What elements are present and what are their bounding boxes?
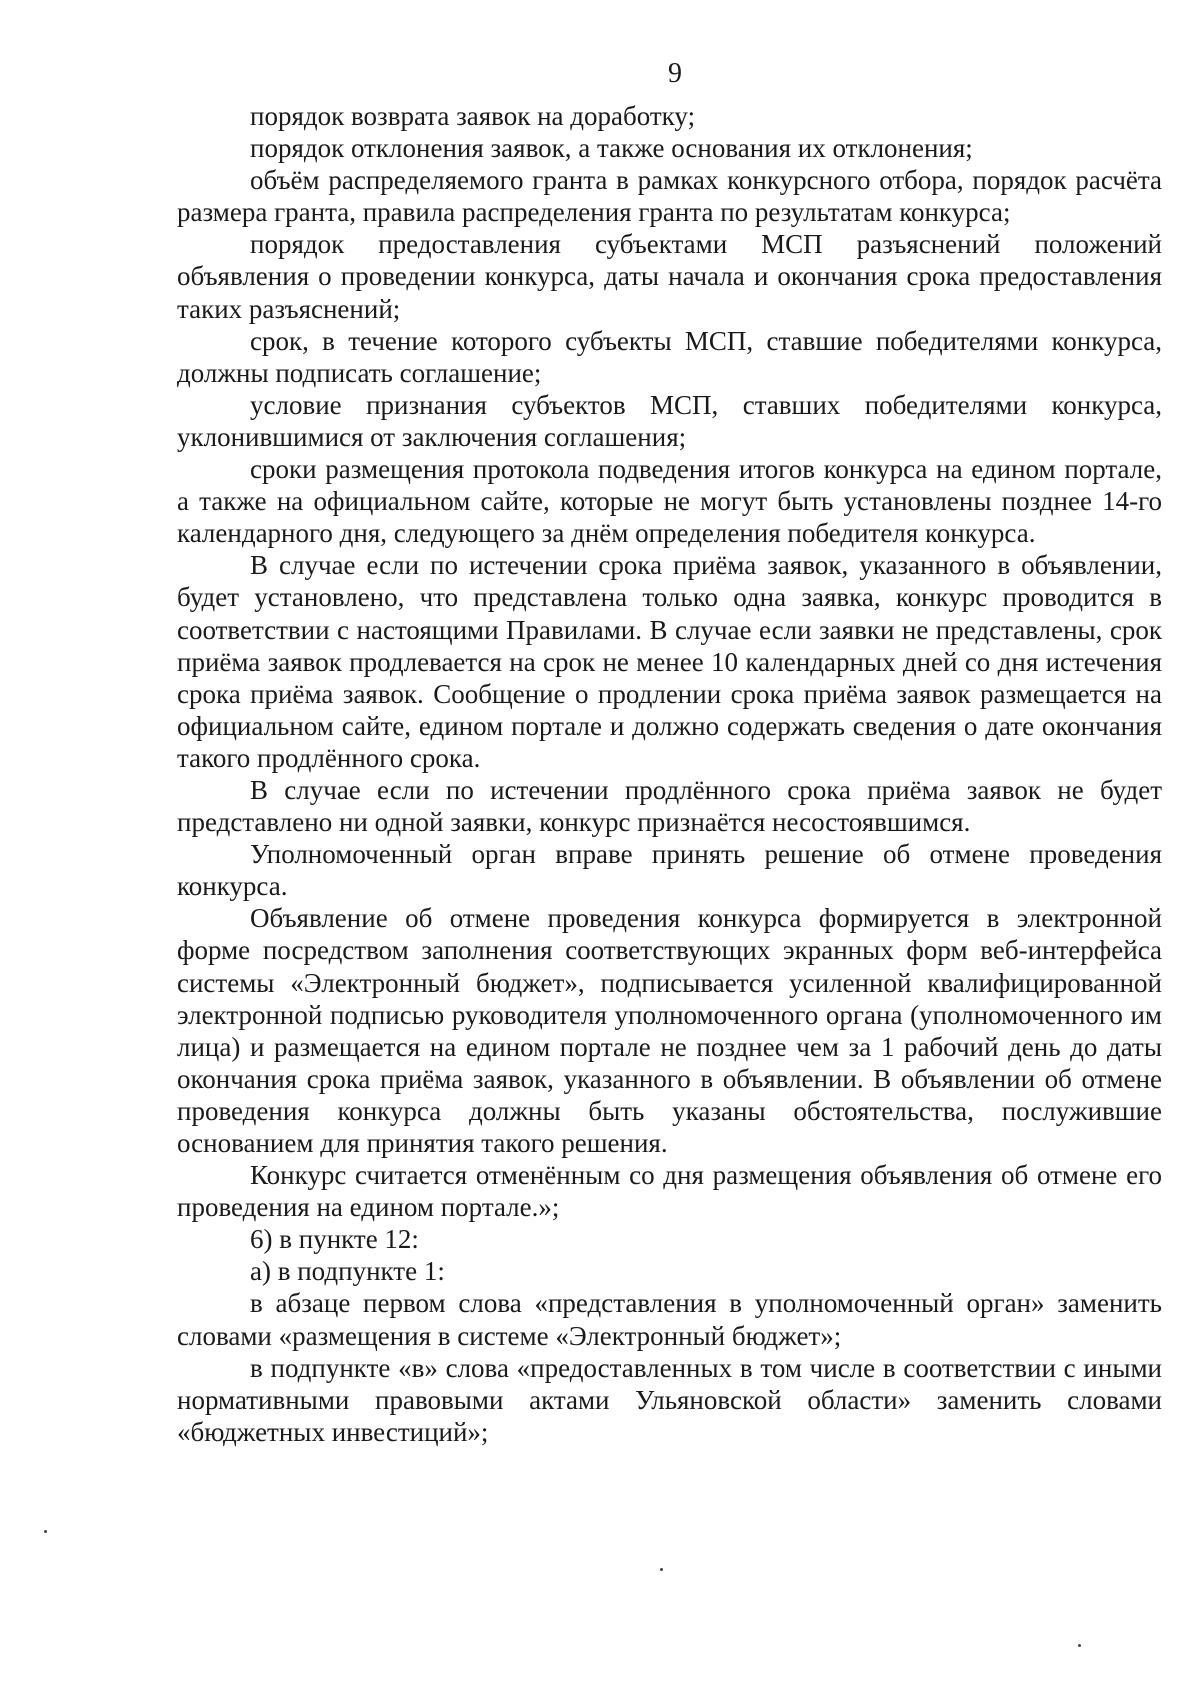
paragraph: объём распределяемого гранта в рамках конкурсного отбора, порядок расчёта размера гранта, правила распределения гранта по результатам конкурса; bbox=[177, 165, 1162, 228]
paragraph: В случае если по истечении продлённого срока приёма заявок не будет представлено ни одной заявки, конкурс признаётся несостоявшимся. bbox=[177, 774, 1162, 838]
paragraph: порядок возврата заявок на доработку; bbox=[250, 101, 696, 131]
paragraph: Объявление об отмене проведения конкурса формируется в электронной форме посредством заполнения соответствующих экранных форм веб-интерфейса системы «Электронный бюджет», подписывается усиленной квалифицированной электронной подписью руководителя уполномоченного органа (уполномоченного им лица) и размещается на едином портале не позднее чем за 1 рабочий день до даты окончания срока приёма заявок, указанного в объявлении. В объявлении об отмене проведения конкурса должны быть указаны обстоятельства, послужившие основанием для принятия такого решения. bbox=[177, 903, 1162, 1158]
paragraph: 6) в пункте 12: bbox=[250, 1224, 419, 1255]
paragraph: условие признания субъектов МСП, ставших победителями конкурса, уклонившимися от заключения соглашения; bbox=[177, 389, 1162, 452]
paragraph: порядок предоставления субъектами МСП разъяснений положений объявления о проведении конкурса, даты начала и окончания срока предоставления таких разъяснений; bbox=[177, 229, 1162, 324]
paragraph: В случае если по истечении срока приёма заявок, указанного в объявлении, будет установлено, что представлена только одна заявка, конкурс проводится в соответствии с настоящими Правилами. В случае если заявки не представлены, срок приёма заявок продлевается на срок не менее 10 календарных дней со дня истечения срока приёма заявок. Сообщение о продлении срока приёма заявок размещается на официальном сайте, едином портале и должно содержать сведения о дате окончания такого продлённого срока. bbox=[177, 550, 1162, 773]
paragraph: в подпункте «в» слова «предоставленных в том числе в соответствии с иными нормативными правовыми актами Ульяновской области» заменить словами «бюджетных инвестиций»; bbox=[177, 1352, 1162, 1447]
scan-speck bbox=[660, 1568, 663, 1571]
paragraph: а) в подпункте 1: bbox=[250, 1256, 445, 1287]
scan-speck bbox=[44, 1530, 47, 1533]
scan-speck bbox=[1078, 1644, 1081, 1647]
page-number: 9 bbox=[668, 58, 682, 89]
paragraph: Уполномоченный орган вправе принять решение об отмене проведения конкурса. bbox=[177, 839, 1162, 902]
paragraph: порядок отклонения заявок, а также основания их отклонения; bbox=[250, 133, 973, 164]
document-body bbox=[177, 100, 1162, 1448]
paragraph: в абзаце первом слова «представления в уполномоченный орган» заменить словами «размещения в системе «Электронный бюджет»; bbox=[177, 1288, 1162, 1351]
paragraph: сроки размещения протокола подведения итогов конкурса на едином портале, а также на официальном сайте, которые не могут быть установлены позднее 14-го календарного дня, следующего за днём определения победителя конкурса. bbox=[177, 454, 1162, 549]
paragraph: Конкурс считается отменённым со дня размещения объявления об отмене его проведения на едином портале.»; bbox=[177, 1160, 1162, 1223]
paragraph: срок, в течение которого субъекты МСП, ставшие победителями конкурса, должны подписать соглашение; bbox=[177, 325, 1162, 388]
